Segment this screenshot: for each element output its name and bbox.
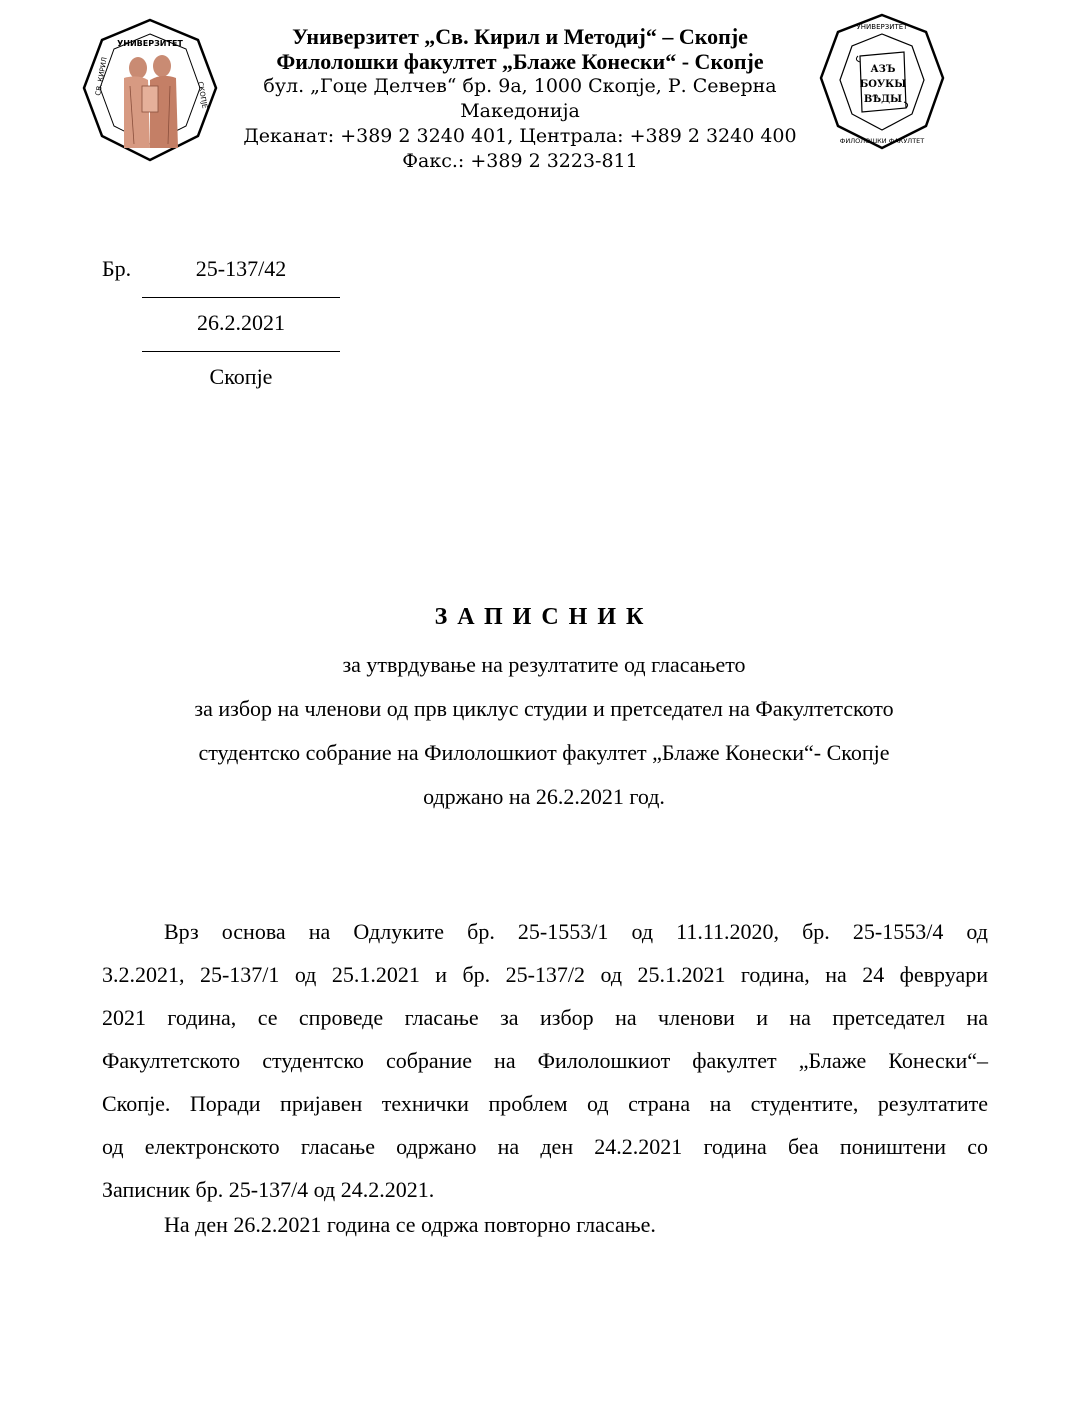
university-logo-icon [80,16,220,166]
paragraph-line: од електронското гласање одржано на ден 24.2.2021 година беа поништени со [102,1134,988,1159]
seal-text-line3: ВѢДЫ [863,94,903,105]
university-name: Универзитет „Св. Кирил и Методиј“ – Скопје [292,24,748,49]
faculty-seal-icon [818,12,946,152]
reference-date: 26.2.2021 [197,310,285,335]
body-paragraph-2: На ден 26.2.2021 година се одржа повторно гласање. [164,1212,656,1237]
svg-text:ФИЛОЛОШКИ ФАКУЛТЕТ: ФИЛОЛОШКИ ФАКУЛТЕТ [839,137,925,145]
svg-text:СВ. КИРИЛ: СВ. КИРИЛ [94,56,109,97]
subtitle-line: за избор на членови од прв циклус студии и претседател на Факултетското [194,696,894,721]
paragraph-line: Врз основа на Одлуките бр. 25-1553/1 од 11.11.2020, бр. 25-1553/4 од [164,919,988,944]
paragraph-line: Записник бр. 25-137/4 од 24.2.2021. [102,1177,435,1202]
reference-number: 25-137/42 [195,256,287,281]
letterhead [230,24,810,174]
paragraph-line: Факултетското студентско собрание на Филолошкиот факултет „Блаже Конески“– [102,1048,988,1073]
svg-text:СКОПЈЕ: СКОПЈЕ [196,80,209,110]
address-line: бул. „Гоце Делчев“ бр. 9а, 1000 Скопје, Р. Северна [263,75,777,97]
svg-text:УНИВЕРЗИТЕТ: УНИВЕРЗИТЕТ [117,39,183,48]
subtitle-line: за утврдување на резултатите од гласањето [342,652,746,677]
reference-label: Бр. [102,256,132,281]
seal-text-line2: БОУКЫ [859,79,907,90]
phone-numbers: Деканат: +389 2 3240 401, Централа: +389 2 3240 400 [243,125,797,147]
body-paragraph [102,910,988,1211]
fax-number: Факс.: +389 2 3223-811 [402,150,638,172]
paragraph-line: 3.2.2021, 25-137/1 од 25.1.2021 и бр. 25-137/2 од 25.1.2021 година, на 24 февруари [102,962,988,987]
seal-text-line1: АЗЪ [870,64,896,75]
reference-city: Скопје [209,364,273,389]
document-title: ЗАПИСНИК [434,604,654,630]
svg-text:УНИВЕРЗИТЕТ: УНИВЕРЗИТЕТ [856,23,908,31]
paragraph-line: Скопје. Поради пријавен технички проблем од страна на студентите, резултатите [102,1091,988,1116]
address-country: Македонија [460,100,580,122]
paragraph-line: 2021 година, се спроведе гласање за избор на членови и на претседател на [102,1005,988,1030]
subtitle-line: студентско собрание на Филолошкиот факултет „Блаже Конески“- Скопје [198,740,890,765]
faculty-name: Филолошки факултет „Блаже Конески“ - Скопје [276,49,764,74]
reference-divider [142,351,340,352]
subtitle-line: одржано на 26.2.2021 год. [423,784,665,809]
reference-divider [142,297,340,298]
